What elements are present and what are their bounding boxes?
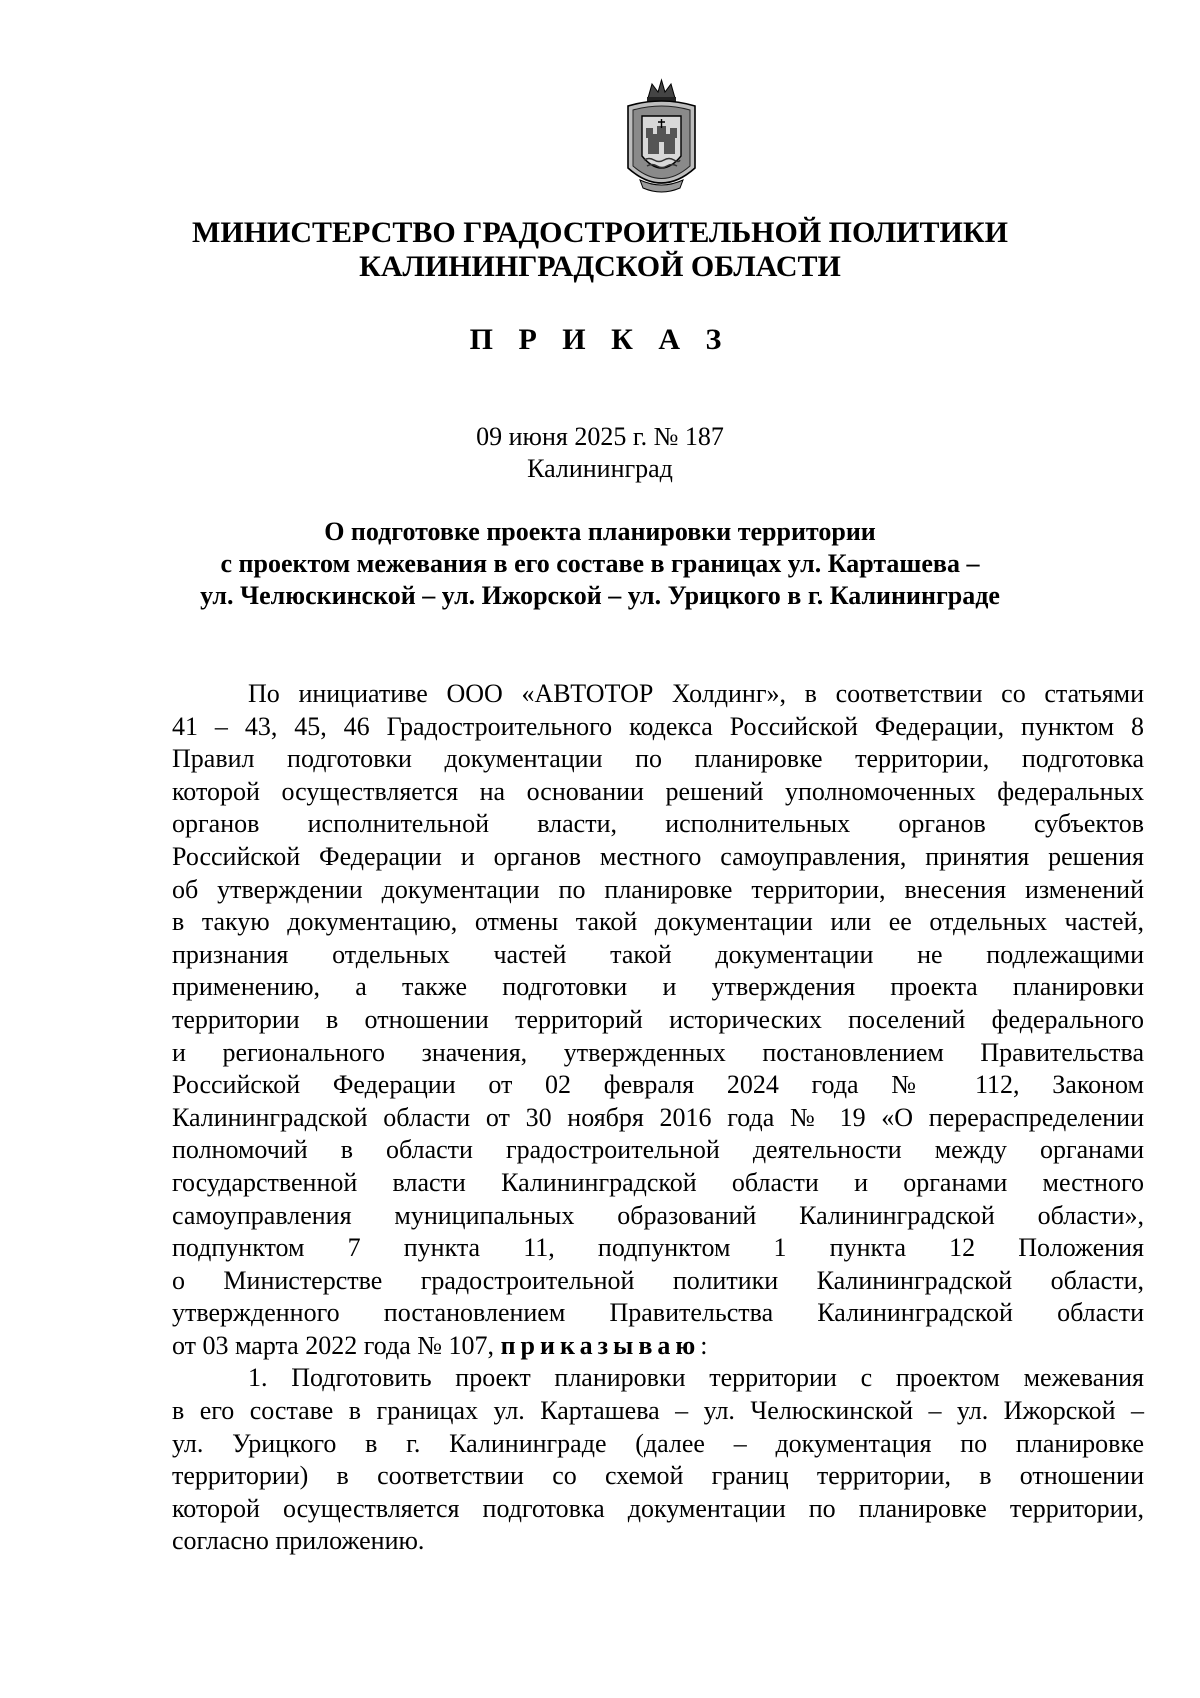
document-type-title: П Р И К А З bbox=[469, 323, 731, 356]
body-line: территории) в соответствии со схемой границ территории, в отношении bbox=[172, 1461, 1144, 1491]
body-line: в его составе в границах ул. Карташева – ул. Челюскинской – ул. Ижорской – bbox=[172, 1396, 1144, 1426]
body-line: утвержденного постановлением Правительства Калининградской области bbox=[172, 1298, 1144, 1328]
ordering-basis-text: от 03 марта 2022 года № 107, bbox=[172, 1330, 495, 1360]
subject-line3: ул. Челюскинской – ул. Ижорской – ул. Урицкого в г. Калининграде bbox=[200, 581, 1000, 610]
body-line: органов исполнительной власти, исполнительных органов субъектов bbox=[172, 809, 1144, 839]
coat-of-arms-emblem bbox=[618, 76, 705, 200]
body-line: Российской Федерации и органов местного самоуправления, принятия решения bbox=[172, 841, 1144, 871]
document-subject bbox=[0, 516, 1200, 612]
ordering-colon: : bbox=[700, 1330, 708, 1360]
body-line: подпунктом 7 пункта 11, подпунктом 1 пункта 12 Положения bbox=[172, 1233, 1144, 1263]
date-block bbox=[0, 421, 1200, 485]
body-line: Российской Федерации от 02 февраля 2024 года № 112, Законом bbox=[172, 1070, 1144, 1100]
body-line: территории в отношении территорий исторических поселений федерального bbox=[172, 1004, 1144, 1034]
preamble-paragraph bbox=[172, 678, 1144, 1362]
ministry-name-line2: КАЛИНИНГРАДСКОЙ ОБЛАСТИ bbox=[359, 250, 841, 283]
body-line: Правил подготовки документации по планировке территории, подготовка bbox=[172, 744, 1144, 774]
body-line-ordering bbox=[172, 1330, 1144, 1363]
body-line: самоуправления муниципальных образований Калининградской области», bbox=[172, 1200, 1144, 1230]
body-line: о Министерстве градостроительной политики Калининградской области, bbox=[172, 1265, 1144, 1295]
body-line: 1. Подготовить проект планировки территории с проектом межевания bbox=[248, 1363, 1144, 1393]
document-body bbox=[172, 678, 1144, 1558]
subject-line1: О подготовке проекта планировки территории bbox=[324, 517, 876, 546]
body-line: признания отдельных частей такой документации не подлежащими bbox=[172, 939, 1144, 969]
body-line: государственной власти Калининградской области и органами местного bbox=[172, 1167, 1144, 1197]
body-line: согласно приложению. bbox=[172, 1526, 425, 1556]
subject-line2: с проектом межевания в его составе в границах ул. Карташева – bbox=[220, 549, 980, 578]
date-and-number: 09 июня 2025 г. № 187 bbox=[476, 422, 724, 451]
city: Калининград bbox=[527, 454, 673, 483]
ordering-word: приказываю bbox=[500, 1330, 701, 1360]
body-line: ул. Урицкого в г. Калининграде (далее – документация по планировке bbox=[172, 1428, 1144, 1458]
body-line: в такую документацию, отмены такой документации или ее отдельных частей, bbox=[172, 907, 1144, 937]
body-line: об утверждении документации по планировке территории, внесения изменений bbox=[172, 874, 1144, 904]
body-line: которой осуществляется на основании решений уполномоченных федеральных bbox=[172, 776, 1144, 806]
body-line: Калининградской области от 30 ноября 2016 года № 19 «О перераспределении bbox=[172, 1102, 1144, 1132]
body-line: По инициативе ООО «АВТОТОР Холдинг», в соответствии со статьями bbox=[248, 679, 1144, 708]
body-line: применению, а также подготовки и утверждения проекта планировки bbox=[172, 972, 1144, 1002]
body-line: полномочий в области градостроительной деятельности между органами bbox=[172, 1135, 1144, 1165]
body-line: и регионального значения, утвержденных постановлением Правительства bbox=[172, 1037, 1144, 1067]
body-line: 41 – 43, 45, 46 Градостроительного кодекса Российской Федерации, пунктом 8 bbox=[172, 711, 1144, 741]
ministry-name-line1: МИНИСТЕРСТВО ГРАДОСТРОИТЕЛЬНОЙ ПОЛИТИКИ bbox=[192, 216, 1008, 249]
order-item-1 bbox=[172, 1362, 1144, 1558]
ministry-name bbox=[0, 216, 1200, 284]
body-line: которой осуществляется подготовка документации по планировке территории, bbox=[172, 1493, 1144, 1523]
